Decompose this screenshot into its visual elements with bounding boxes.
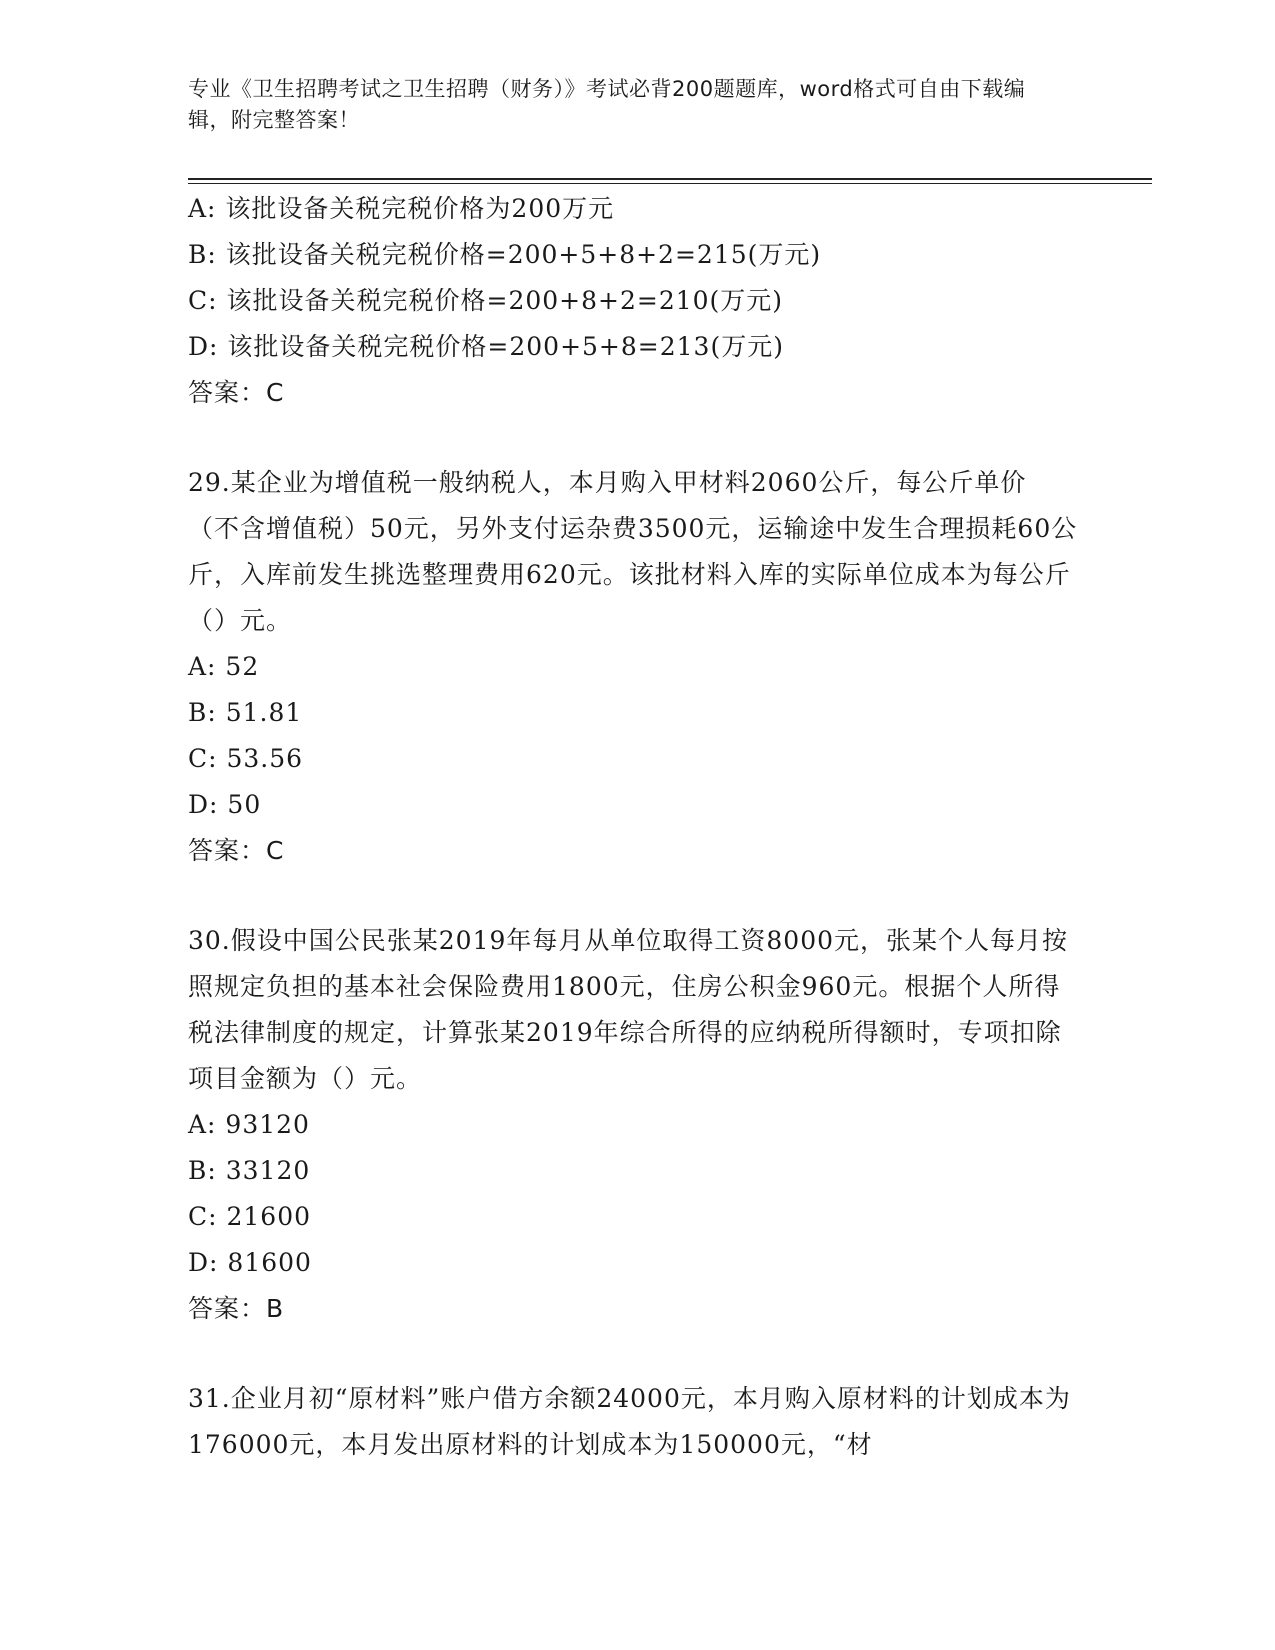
answer: 答案：B: [188, 1294, 285, 1323]
question-text: 30.假设中国公民张某2019年每月从单位取得工资8000元，张某个人每月按照规定负担的基本社会保险费用1800元，住房公积金960元。根据个人所得税法律制度的规定，计算张某2019年综合所得的应纳税所得额时，专项扣除项目金额为（）元。: [188, 926, 1069, 1093]
header-rule-thin: [188, 183, 1152, 184]
page-header: 专业《卫生招聘考试之卫生招聘（财务）》考试必背200题题库，word格式可自由下载编辑，附完整答案！: [188, 77, 1026, 132]
option-b: B: 该批设备关税完税价格=200+5+8+2=215(万元): [188, 240, 822, 269]
question-29: [188, 460, 1088, 874]
option-c: C: 该批设备关税完税价格=200+8+2=210(万元): [188, 286, 784, 315]
question-28: [188, 186, 1088, 416]
option-c: C: 53.56: [188, 744, 304, 773]
option-d: D: 该批设备关税完税价格=200+5+8=213(万元): [188, 332, 784, 361]
header-rule-thick: [188, 178, 1152, 180]
option-b: B: 51.81: [188, 698, 303, 727]
answer: 答案：C: [188, 378, 285, 407]
option-b: B: 33120: [188, 1156, 311, 1185]
question-30: [188, 918, 1088, 1332]
option-c: C: 21600: [188, 1202, 312, 1231]
option-d: D: 81600: [188, 1248, 312, 1277]
option-a: A: 该批设备关税完税价格为200万元: [188, 194, 615, 223]
option-d: D: 50: [188, 790, 262, 819]
question-text: 31.企业月初“原材料”账户借方余额24000元，本月购入原材料的计划成本为176000元，本月发出原材料的计划成本为150000元，“材: [188, 1384, 1071, 1459]
question-text: 29.某企业为增值税一般纳税人，本月购入甲材料2060公斤，每公斤单价（不含增值税）50元，另外支付运杂费3500元，运输途中发生合理损耗60公斤，入库前发生挑选整理费用620元。该批材料入库的实际单位成本为每公斤（）元。: [188, 468, 1078, 635]
answer: 答案：C: [188, 836, 285, 865]
question-content: [188, 186, 1088, 1468]
option-a: A: 93120: [188, 1110, 310, 1139]
option-a: A: 52: [188, 652, 260, 681]
question-31: [188, 1376, 1088, 1468]
